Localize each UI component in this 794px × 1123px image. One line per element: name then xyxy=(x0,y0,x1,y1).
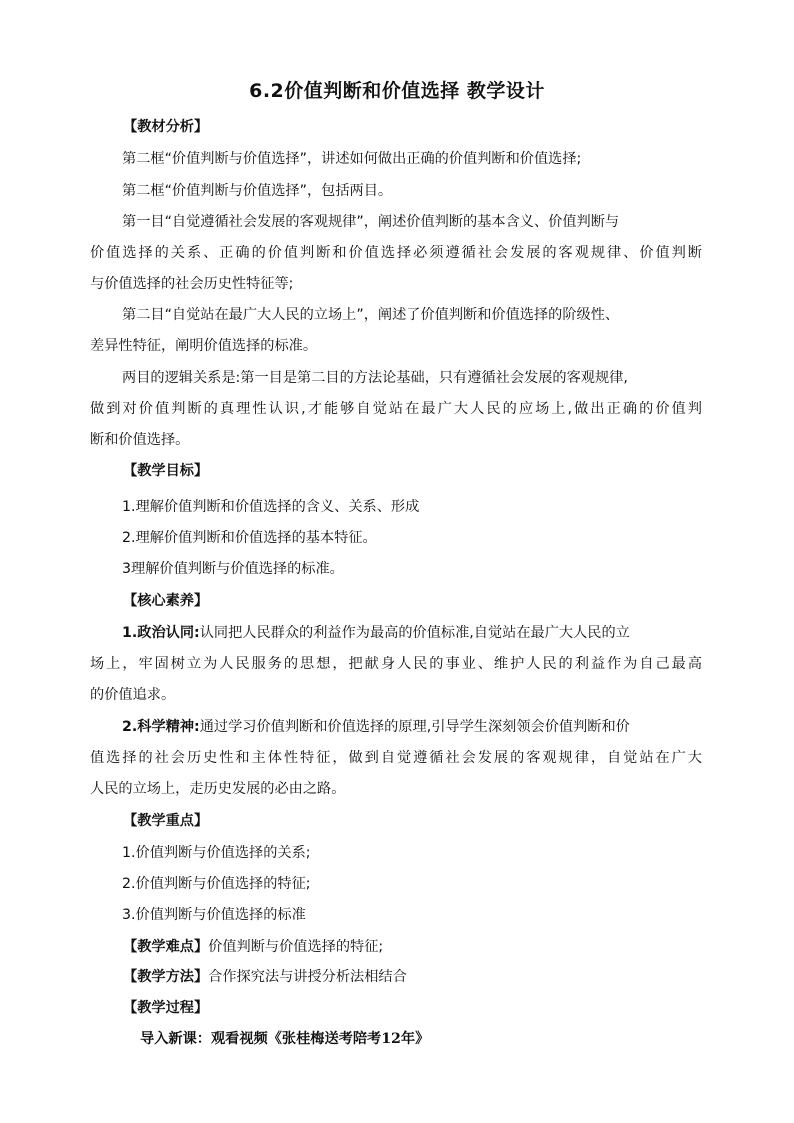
section-heading-key-points: 【教学重点】 xyxy=(123,813,209,829)
process-intro: 导入新课：观看视频《张桂梅送考陪考12年》 xyxy=(140,1031,430,1047)
paragraph-line xyxy=(123,966,407,986)
paragraph-line: 第二框“价值判断与价值选择”，包括两目。 xyxy=(122,183,393,199)
paragraph-line: 价值选择的关系、正确的价值判断和价值选择必须遵循社会发展的客观规律、价值判断 xyxy=(90,245,702,261)
paragraph-line: 值选择的社会历史性和主体性特征，做到自觉遵循社会发展的客观规律，自觉站在广大 xyxy=(90,750,702,766)
section-heading-literacy: 【核心素养】 xyxy=(123,593,209,609)
section-heading-objectives: 【教学目标】 xyxy=(123,463,209,479)
list-item: 1.理解价值判断和价值选择的含义、关系、形成 xyxy=(122,499,420,515)
paragraph-line xyxy=(122,716,630,736)
paragraph-line: 与价值选择的社会历史性特征等; xyxy=(90,276,294,292)
literacy-text: 认同把人民群众的利益作为最高的价值标准,自觉站在最广大人民的立 xyxy=(199,625,630,641)
paragraph-line xyxy=(122,622,630,642)
section-heading-material-analysis: 【教材分析】 xyxy=(123,119,209,135)
paragraph-line: 断和价值选择。 xyxy=(90,432,190,448)
paragraph-line: 第二目“自觉站在最广大人民的立场上”，阐述了价值判断和价值选择的阶级性、 xyxy=(122,307,620,323)
section-heading-difficulties: 【教学难点】 xyxy=(123,939,209,955)
section-heading-methods: 【教学方法】 xyxy=(123,969,209,985)
paragraph-line: 人民的立场上，走历史发展的必由之路。 xyxy=(90,781,346,797)
paragraph-line xyxy=(123,936,383,956)
difficulties-text: 价值判断与价值选择的特征; xyxy=(208,939,384,955)
literacy-label: 2.科学精神: xyxy=(122,719,200,735)
list-item: 1.价值判断与价值选择的关系; xyxy=(122,845,311,861)
literacy-label: 1.政治认同: xyxy=(122,625,200,641)
document-title: 6.2价值判断和价值选择 教学设计 xyxy=(249,80,545,102)
list-item: 3.价值判断与价值选择的标准 xyxy=(122,907,306,923)
list-item: 2.理解价值判断和价值选择的基本特征。 xyxy=(122,530,377,546)
list-item: 2.价值判断与价值选择的特征; xyxy=(122,876,311,892)
list-item: 3理解价值判断与价值选择的标准。 xyxy=(122,561,344,577)
methods-text: 合作探究法与讲授分析法相结合 xyxy=(208,969,407,985)
paragraph-line: 场上，牢固树立为人民服务的思想，把献身人民的事业、维护人民的利益作为自己最高 xyxy=(90,656,702,672)
section-heading-process: 【教学过程】 xyxy=(123,1000,209,1016)
literacy-text: 通过学习价值判断和价值选择的原理,引导学生深刻领会价值判断和价 xyxy=(199,719,630,735)
paragraph-line: 差异性特征，阐明价值选择的标准。 xyxy=(90,338,318,354)
paragraph-line: 两目的逻辑关系是:第一目是第二目的方法论基础，只有遵循社会发展的客观规律, xyxy=(122,370,628,386)
paragraph-line: 第二框“价值判断与价值选择”，讲述如何做出正确的价值判断和价值选择; xyxy=(122,151,582,167)
paragraph-line: 第一目“自觉遵循社会发展的客观规律”，阐述价值判断的基本含义、价值判断与 xyxy=(122,214,620,230)
paragraph-line: 的价值追求。 xyxy=(90,687,176,703)
paragraph-line: 做到对价值判断的真理性认识,才能够自觉站在最广大人民的应场上,做出正确的价值判 xyxy=(90,401,702,417)
